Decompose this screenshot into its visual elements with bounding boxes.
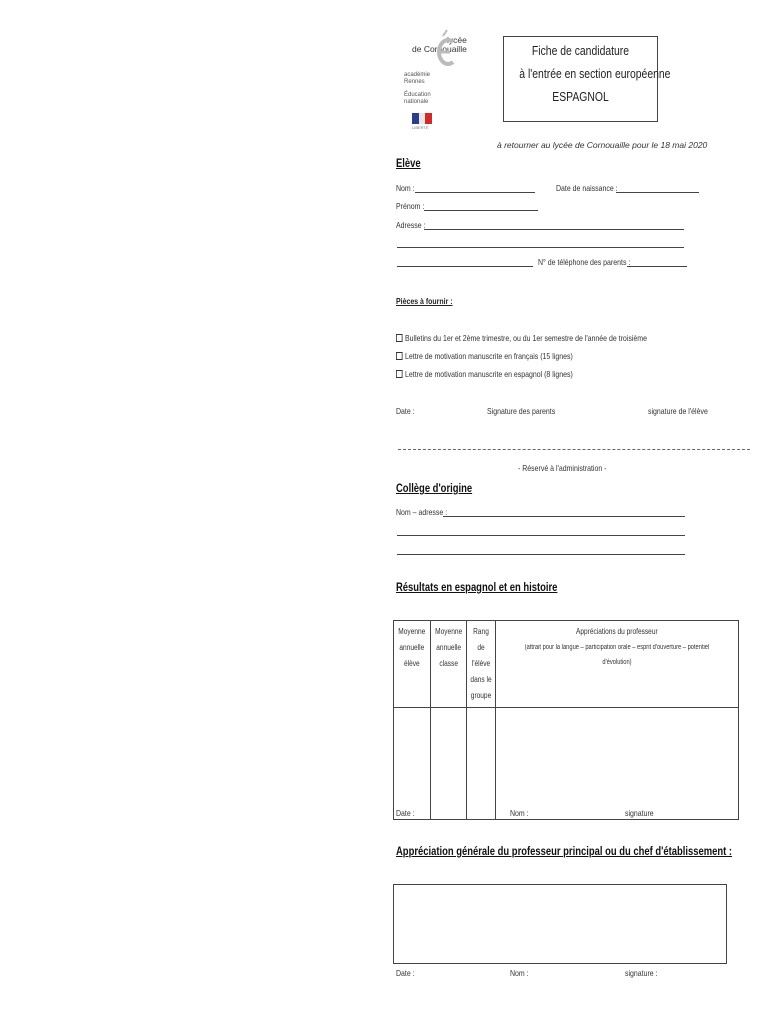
ministry-line2: nationale xyxy=(404,99,429,105)
piece-item-1[interactable] xyxy=(396,333,647,343)
checkbox-lettre-espagnol[interactable] xyxy=(396,370,403,378)
cell-appreciations[interactable] xyxy=(496,708,739,820)
cell-rang[interactable] xyxy=(466,708,495,820)
eleve-heading: Elève xyxy=(396,158,421,170)
title-box xyxy=(503,36,671,122)
adresse-field-3[interactable] xyxy=(397,266,533,267)
piece-item-2[interactable] xyxy=(396,351,573,361)
table-header-row xyxy=(394,621,739,708)
phone-label: N° de téléphone des parents : xyxy=(538,257,631,267)
prenom-field[interactable] xyxy=(424,210,538,211)
college-field-1[interactable] xyxy=(443,516,685,517)
col-moyenne-eleve-label: Moyenne annuelle élève xyxy=(398,627,426,668)
phone-field[interactable] xyxy=(627,266,687,267)
republic-flag-icon xyxy=(412,113,432,124)
college-nom-adresse-label: Nom – adresse : xyxy=(396,507,448,517)
cut-line xyxy=(398,449,750,450)
academie-line1: académie xyxy=(404,72,431,78)
date-label-2: Date : xyxy=(396,808,415,818)
college-field-3[interactable] xyxy=(397,554,685,555)
piece-item-3-label: Lettre de motivation manuscrite en espagnol (8 lignes) xyxy=(405,369,573,379)
academie-label xyxy=(404,72,430,86)
appreciation-textarea[interactable] xyxy=(393,884,727,964)
prenom-label: Prénom : xyxy=(396,201,425,211)
col-moyenne-classe-label: Moyenne annuelle classe xyxy=(434,627,462,668)
nom-label: Nom : xyxy=(396,183,415,193)
appreciation-heading: Appréciation générale du professeur principal ou du chef d'établissement : xyxy=(396,846,733,858)
signature-label-2: signature xyxy=(625,808,654,818)
col-rang xyxy=(466,621,495,708)
col-moyenne-eleve xyxy=(394,621,431,708)
republic-motto: LIBERTÉ xyxy=(412,125,429,130)
dob-field[interactable] xyxy=(616,192,699,193)
e-accent-logo-icon xyxy=(433,28,457,66)
signature-eleve-label: signature de l'élève xyxy=(648,406,708,416)
nom-label-3: Nom : xyxy=(510,968,529,978)
table-input-row xyxy=(394,708,739,820)
adresse-field-1[interactable] xyxy=(424,229,684,230)
date-label-3: Date : xyxy=(396,968,415,978)
title-line3: ESPAGNOL xyxy=(552,89,609,104)
col-rang-label: Rang de l'élève dans le groupe xyxy=(470,627,492,700)
college-heading: Collège d'origine xyxy=(396,483,473,495)
dob-label: Date de naissance : xyxy=(556,183,618,193)
nom-label-2: Nom : xyxy=(510,808,529,818)
nom-field[interactable] xyxy=(415,192,535,193)
admin-note: - Réservé à l'administration - xyxy=(518,463,607,473)
checkbox-lettre-francais[interactable] xyxy=(396,352,403,360)
title-line1: Fiche de candidature xyxy=(531,43,630,58)
ministry-line1: Éducation xyxy=(404,92,431,98)
ministry-label xyxy=(404,92,431,106)
cell-moyenne-classe[interactable] xyxy=(430,708,466,820)
adresse-field-2[interactable] xyxy=(397,247,684,248)
date-label-1: Date : xyxy=(396,406,415,416)
school-name-line1: lycée xyxy=(446,35,467,45)
signature-label-3: signature : xyxy=(625,968,658,978)
pieces-heading: Pièces à fournir : xyxy=(396,296,453,306)
title-line2: à l'entrée en section européenne xyxy=(519,66,671,81)
col-appreciations xyxy=(496,621,739,708)
adresse-label: Adresse : xyxy=(396,220,426,230)
checkbox-bulletins[interactable] xyxy=(396,334,403,342)
piece-item-1-label: Bulletins du 1er et 2ème trimestre, ou du 1er semestre de l'année de troisième xyxy=(405,333,647,343)
piece-item-2-label: Lettre de motivation manuscrite en français (15 lignes) xyxy=(405,351,573,361)
academie-line2: Rennes xyxy=(404,79,425,85)
resultats-heading: Résultats en espagnol et en histoire xyxy=(396,582,558,594)
college-field-2[interactable] xyxy=(397,535,685,536)
col-appreciations-sub: (attrait pour la langue – participation orale – esprit d'ouverture – potentiel d'évolution) xyxy=(524,644,710,666)
piece-item-3[interactable] xyxy=(396,369,573,379)
signature-parents-label: Signature des parents xyxy=(487,406,556,416)
col-appreciations-label: Appréciations du professeur xyxy=(576,627,658,636)
return-note: à retourner au lycée de Cornouaille pour le 18 mai 2020 xyxy=(497,140,708,150)
resultats-table xyxy=(393,620,739,820)
cell-moyenne-eleve[interactable] xyxy=(394,708,431,820)
col-moyenne-classe xyxy=(430,621,466,708)
school-name-line2: de Cornouaille xyxy=(412,44,467,54)
